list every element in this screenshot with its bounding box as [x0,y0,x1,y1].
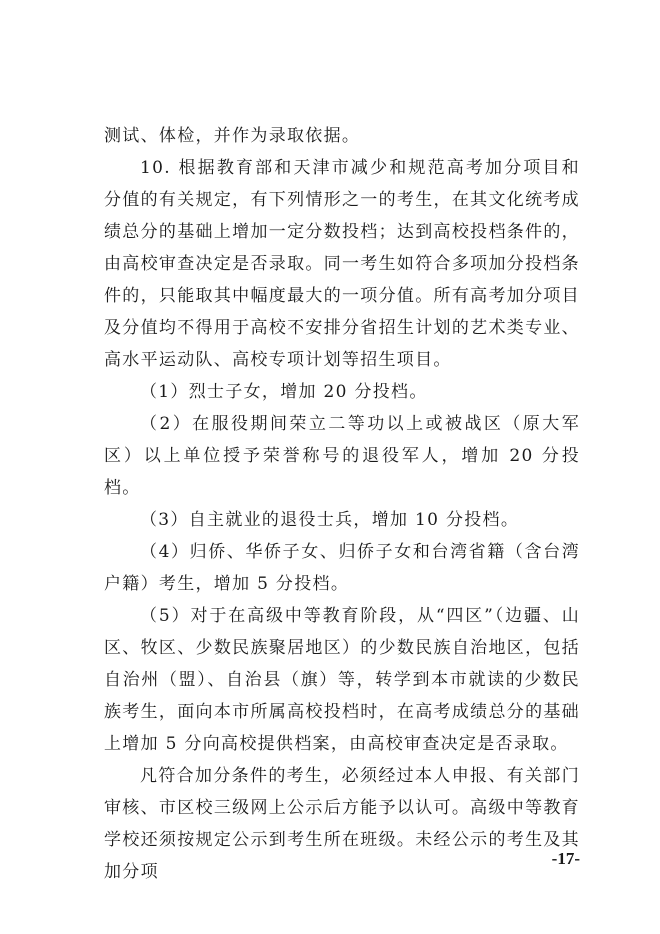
paragraph-sub-item-5: （5）对于在高级中等教育阶段，从“四区”（边疆、山区、牧区、少数民族聚居地区）的少数民族自治地区，包括自治州（盟）、自治县（旗）等，转学到本市就读的少数民族考生，面向本市所属高校投档时，在高考成绩总分的基础上增加 5 分向高校提供档案，由高校审查决定是否录取。 [104,606,580,754]
paragraph-sub-item-2: （2）在服役期间荣立二等功以上或被战区（原大军区）以上单位授予荣誉称号的退役军人，增加 20 分投档。 [104,414,580,498]
paragraph-continuation: 测试、体检，并作为录取依据。 [104,126,361,146]
paragraph-item-10: 10. 根据教育部和天津市减少和规范高考加分项目和分值的有关规定，有下列情形之一的考生，在其文化统考成绩总分的基础上增加一定分数投档；达到高校投档条件的，由高校审查决定是否录取。同一考生如符合多项加分投档条件的，只能取其中幅度最大的一项分值。所有高考加分项目及分值均不得用于高校不安排分省招生计划的艺术类专业、高水平运动队、高校专项计划等招生项目。 [104,158,580,370]
paragraph-sub-item-3: （3）自主就业的退役士兵，增加 10 分投档。 [140,510,520,530]
page-number: -17- [551,849,580,868]
paragraph-sub-item-1: （1）烈士子女，增加 20 分投档。 [140,382,428,402]
paragraph-bonus-conditions: 凡符合加分条件的考生，必须经过本人申报、有关部门审核、市区校三级网上公示后方能予以认可。高级中等教育学校还须按规定公示到考生所在班级。未经公示的考生及其加分项 [104,766,580,882]
paragraph-sub-item-4: （4）归侨、华侨子女、归侨子女和台湾省籍（含台湾户籍）考生，增加 5 分投档。 [104,542,580,594]
body-text [104,120,580,888]
